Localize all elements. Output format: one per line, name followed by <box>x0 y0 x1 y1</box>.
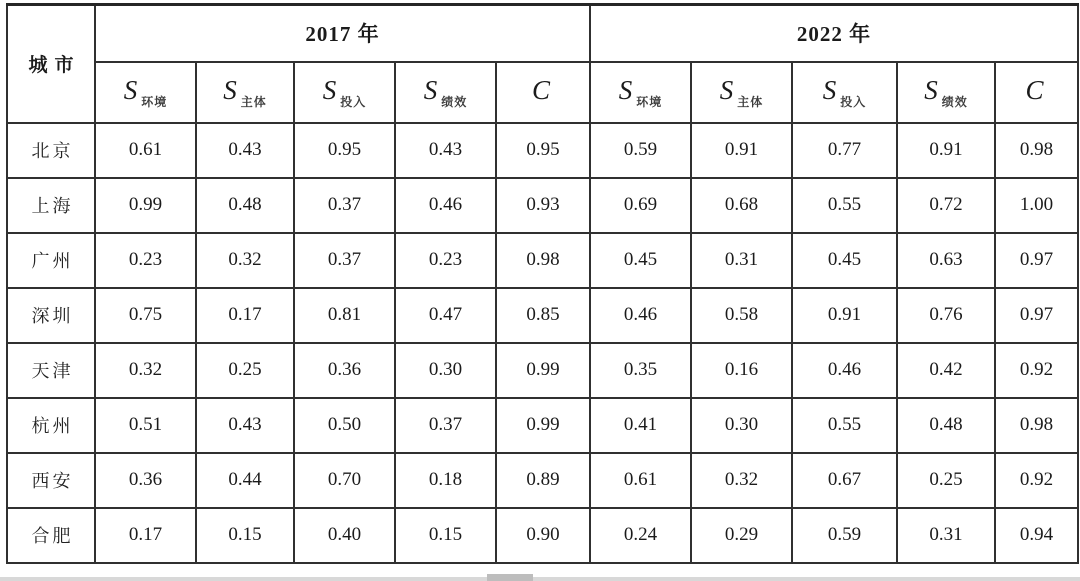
value-cell: 0.32 <box>691 453 792 508</box>
value-cell: 0.15 <box>395 508 496 563</box>
value-cell: 0.98 <box>496 233 590 288</box>
value-cell: 0.40 <box>294 508 395 563</box>
value-cell: 0.46 <box>792 343 897 398</box>
city-cell: 合肥 <box>7 508 95 563</box>
s-subscript: 主体 <box>240 94 267 109</box>
city-cell: 西安 <box>7 453 95 508</box>
value-cell: 0.99 <box>95 178 196 233</box>
value-cell: 0.46 <box>395 178 496 233</box>
value-cell: 0.24 <box>590 508 691 563</box>
value-cell: 0.63 <box>897 233 995 288</box>
value-cell: 0.43 <box>395 123 496 178</box>
year-header-2022: 2022 年 <box>590 5 1078 62</box>
s-symbol: S <box>822 74 837 105</box>
value-cell: 0.15 <box>196 508 294 563</box>
value-cell: 0.90 <box>496 508 590 563</box>
value-cell: 0.37 <box>294 233 395 288</box>
value-cell: 0.89 <box>496 453 590 508</box>
value-cell: 0.98 <box>995 123 1078 178</box>
value-cell: 0.77 <box>792 123 897 178</box>
value-cell: 0.48 <box>196 178 294 233</box>
value-cell: 0.61 <box>95 123 196 178</box>
table-row <box>7 233 1078 288</box>
s-subscript: 绩效 <box>441 94 468 109</box>
value-cell: 0.91 <box>792 288 897 343</box>
value-cell: 0.43 <box>196 398 294 453</box>
value-cell: 0.45 <box>590 233 691 288</box>
s-subscript: 环境 <box>636 94 663 109</box>
value-cell: 0.17 <box>95 508 196 563</box>
value-cell: 0.69 <box>590 178 691 233</box>
value-cell: 0.59 <box>590 123 691 178</box>
value-cell: 0.43 <box>196 123 294 178</box>
value-cell: 0.30 <box>395 343 496 398</box>
table-row <box>7 178 1078 233</box>
value-cell: 0.51 <box>95 398 196 453</box>
value-cell: 0.68 <box>691 178 792 233</box>
c-symbol: C <box>531 74 550 105</box>
value-cell: 0.76 <box>897 288 995 343</box>
city-cell: 上海 <box>7 178 95 233</box>
value-cell: 0.45 <box>792 233 897 288</box>
s-symbol: S <box>322 74 337 105</box>
value-cell: 0.35 <box>590 343 691 398</box>
table-row <box>7 508 1078 563</box>
city-column-header: 城市 <box>7 5 95 123</box>
value-cell: 0.98 <box>995 398 1078 453</box>
value-cell: 0.41 <box>590 398 691 453</box>
city-cell: 天津 <box>7 343 95 398</box>
value-cell: 0.37 <box>294 178 395 233</box>
value-cell: 0.91 <box>691 123 792 178</box>
city-cell: 广州 <box>7 233 95 288</box>
value-cell: 0.37 <box>395 398 496 453</box>
value-cell: 0.32 <box>196 233 294 288</box>
value-cell: 0.23 <box>395 233 496 288</box>
value-cell: 0.59 <box>792 508 897 563</box>
value-cell: 0.72 <box>897 178 995 233</box>
value-cell: 0.44 <box>196 453 294 508</box>
value-cell: 0.25 <box>196 343 294 398</box>
col-header-s-input-2022 <box>792 62 897 123</box>
col-header-s-input-2017 <box>294 62 395 123</box>
value-cell: 0.32 <box>95 343 196 398</box>
value-cell: 0.92 <box>995 453 1078 508</box>
s-symbol: S <box>719 74 734 105</box>
table-row <box>7 453 1078 508</box>
c-symbol: C <box>1025 74 1044 105</box>
s-subscript: 主体 <box>737 94 764 109</box>
value-cell: 0.29 <box>691 508 792 563</box>
s-symbol: S <box>924 74 938 105</box>
value-cell: 0.99 <box>496 343 590 398</box>
col-header-s-perf-2022 <box>897 62 995 123</box>
value-cell: 0.58 <box>691 288 792 343</box>
value-cell: 0.91 <box>897 123 995 178</box>
table-body <box>7 123 1078 563</box>
value-cell: 0.94 <box>995 508 1078 563</box>
table-row <box>7 288 1078 343</box>
col-header-s-perf-2017 <box>395 62 496 123</box>
value-cell: 0.81 <box>294 288 395 343</box>
scan-artifact-strip <box>0 577 1080 581</box>
value-cell: 0.36 <box>294 343 395 398</box>
value-cell: 0.61 <box>590 453 691 508</box>
s-subscript: 绩效 <box>941 94 968 109</box>
value-cell: 0.95 <box>496 123 590 178</box>
value-cell: 0.18 <box>395 453 496 508</box>
value-cell: 0.47 <box>395 288 496 343</box>
city-cell: 深圳 <box>7 288 95 343</box>
table-row <box>7 123 1078 178</box>
col-header-s-subject-2022 <box>691 62 792 123</box>
col-header-s-env-2022 <box>590 62 691 123</box>
city-cell: 北京 <box>7 123 95 178</box>
value-cell: 0.16 <box>691 343 792 398</box>
table-header <box>7 5 1078 123</box>
col-header-c-2017 <box>496 62 590 123</box>
value-cell: 1.00 <box>995 178 1078 233</box>
value-cell: 0.31 <box>691 233 792 288</box>
value-cell: 0.55 <box>792 178 897 233</box>
s-subscript: 投入 <box>840 94 867 109</box>
subheader-row <box>7 62 1078 123</box>
value-cell: 0.67 <box>792 453 897 508</box>
year-header-2017: 2017 年 <box>95 5 590 62</box>
s-subscript: 投入 <box>340 94 367 109</box>
value-cell: 0.46 <box>590 288 691 343</box>
city-cell: 杭州 <box>7 398 95 453</box>
coupling-coordination-table <box>6 3 1079 564</box>
scan-artifact-tab <box>487 574 533 581</box>
s-symbol: S <box>223 74 237 105</box>
col-header-s-env-2017 <box>95 62 196 123</box>
value-cell: 0.92 <box>995 343 1078 398</box>
value-cell: 0.70 <box>294 453 395 508</box>
col-header-c-2022 <box>995 62 1078 123</box>
value-cell: 0.95 <box>294 123 395 178</box>
value-cell: 0.93 <box>496 178 590 233</box>
col-header-s-subject-2017 <box>196 62 294 123</box>
value-cell: 0.25 <box>897 453 995 508</box>
year-header-row <box>7 5 1078 62</box>
table-row <box>7 398 1078 453</box>
value-cell: 0.31 <box>897 508 995 563</box>
value-cell: 0.48 <box>897 398 995 453</box>
value-cell: 0.97 <box>995 233 1078 288</box>
value-cell: 0.36 <box>95 453 196 508</box>
value-cell: 0.17 <box>196 288 294 343</box>
value-cell: 0.42 <box>897 343 995 398</box>
s-symbol: S <box>123 74 138 105</box>
value-cell: 0.50 <box>294 398 395 453</box>
s-symbol: S <box>618 74 633 105</box>
s-symbol: S <box>423 74 438 105</box>
value-cell: 0.23 <box>95 233 196 288</box>
value-cell: 0.97 <box>995 288 1078 343</box>
value-cell: 0.85 <box>496 288 590 343</box>
value-cell: 0.99 <box>496 398 590 453</box>
value-cell: 0.55 <box>792 398 897 453</box>
value-cell: 0.75 <box>95 288 196 343</box>
value-cell: 0.30 <box>691 398 792 453</box>
s-subscript: 环境 <box>141 94 168 109</box>
table-row <box>7 343 1078 398</box>
